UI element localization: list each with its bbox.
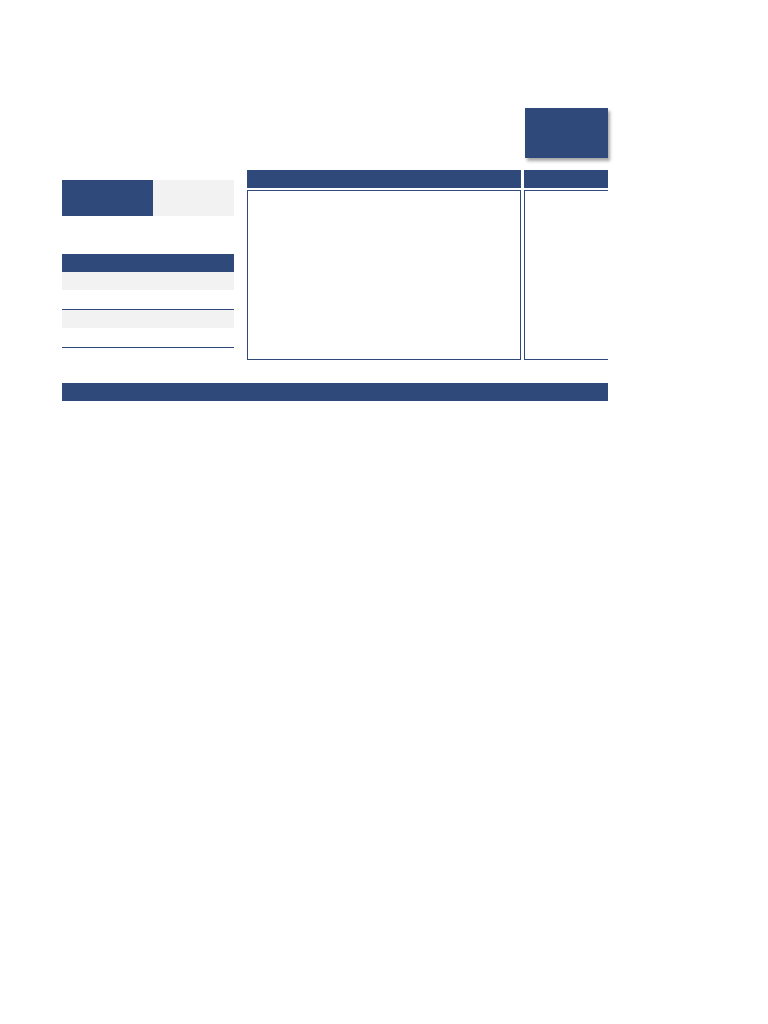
annual-summary-label — [62, 310, 234, 328]
annual-summary-row — [62, 328, 234, 348]
transactions-header — [62, 383, 608, 401]
param-label — [62, 198, 153, 216]
summary-table — [62, 254, 234, 348]
concept-chart-title — [524, 170, 608, 188]
concept-chart-panel — [524, 190, 608, 360]
ingreso-header — [62, 254, 148, 272]
param-row-month — [62, 198, 234, 216]
monthly-summary-label — [62, 272, 234, 290]
param-label — [62, 180, 153, 198]
expense-summary-title — [247, 170, 521, 188]
monthly-summary-row — [62, 290, 234, 310]
param-row-year — [62, 180, 234, 198]
concept-chart — [525, 191, 608, 360]
month-select[interactable] — [153, 198, 234, 216]
year-select[interactable] — [153, 180, 234, 198]
summary-header — [62, 254, 234, 272]
filter-params — [62, 180, 234, 216]
expense-summary-panel — [247, 190, 521, 360]
kpi-card — [525, 108, 608, 158]
egreso-header — [148, 254, 234, 272]
